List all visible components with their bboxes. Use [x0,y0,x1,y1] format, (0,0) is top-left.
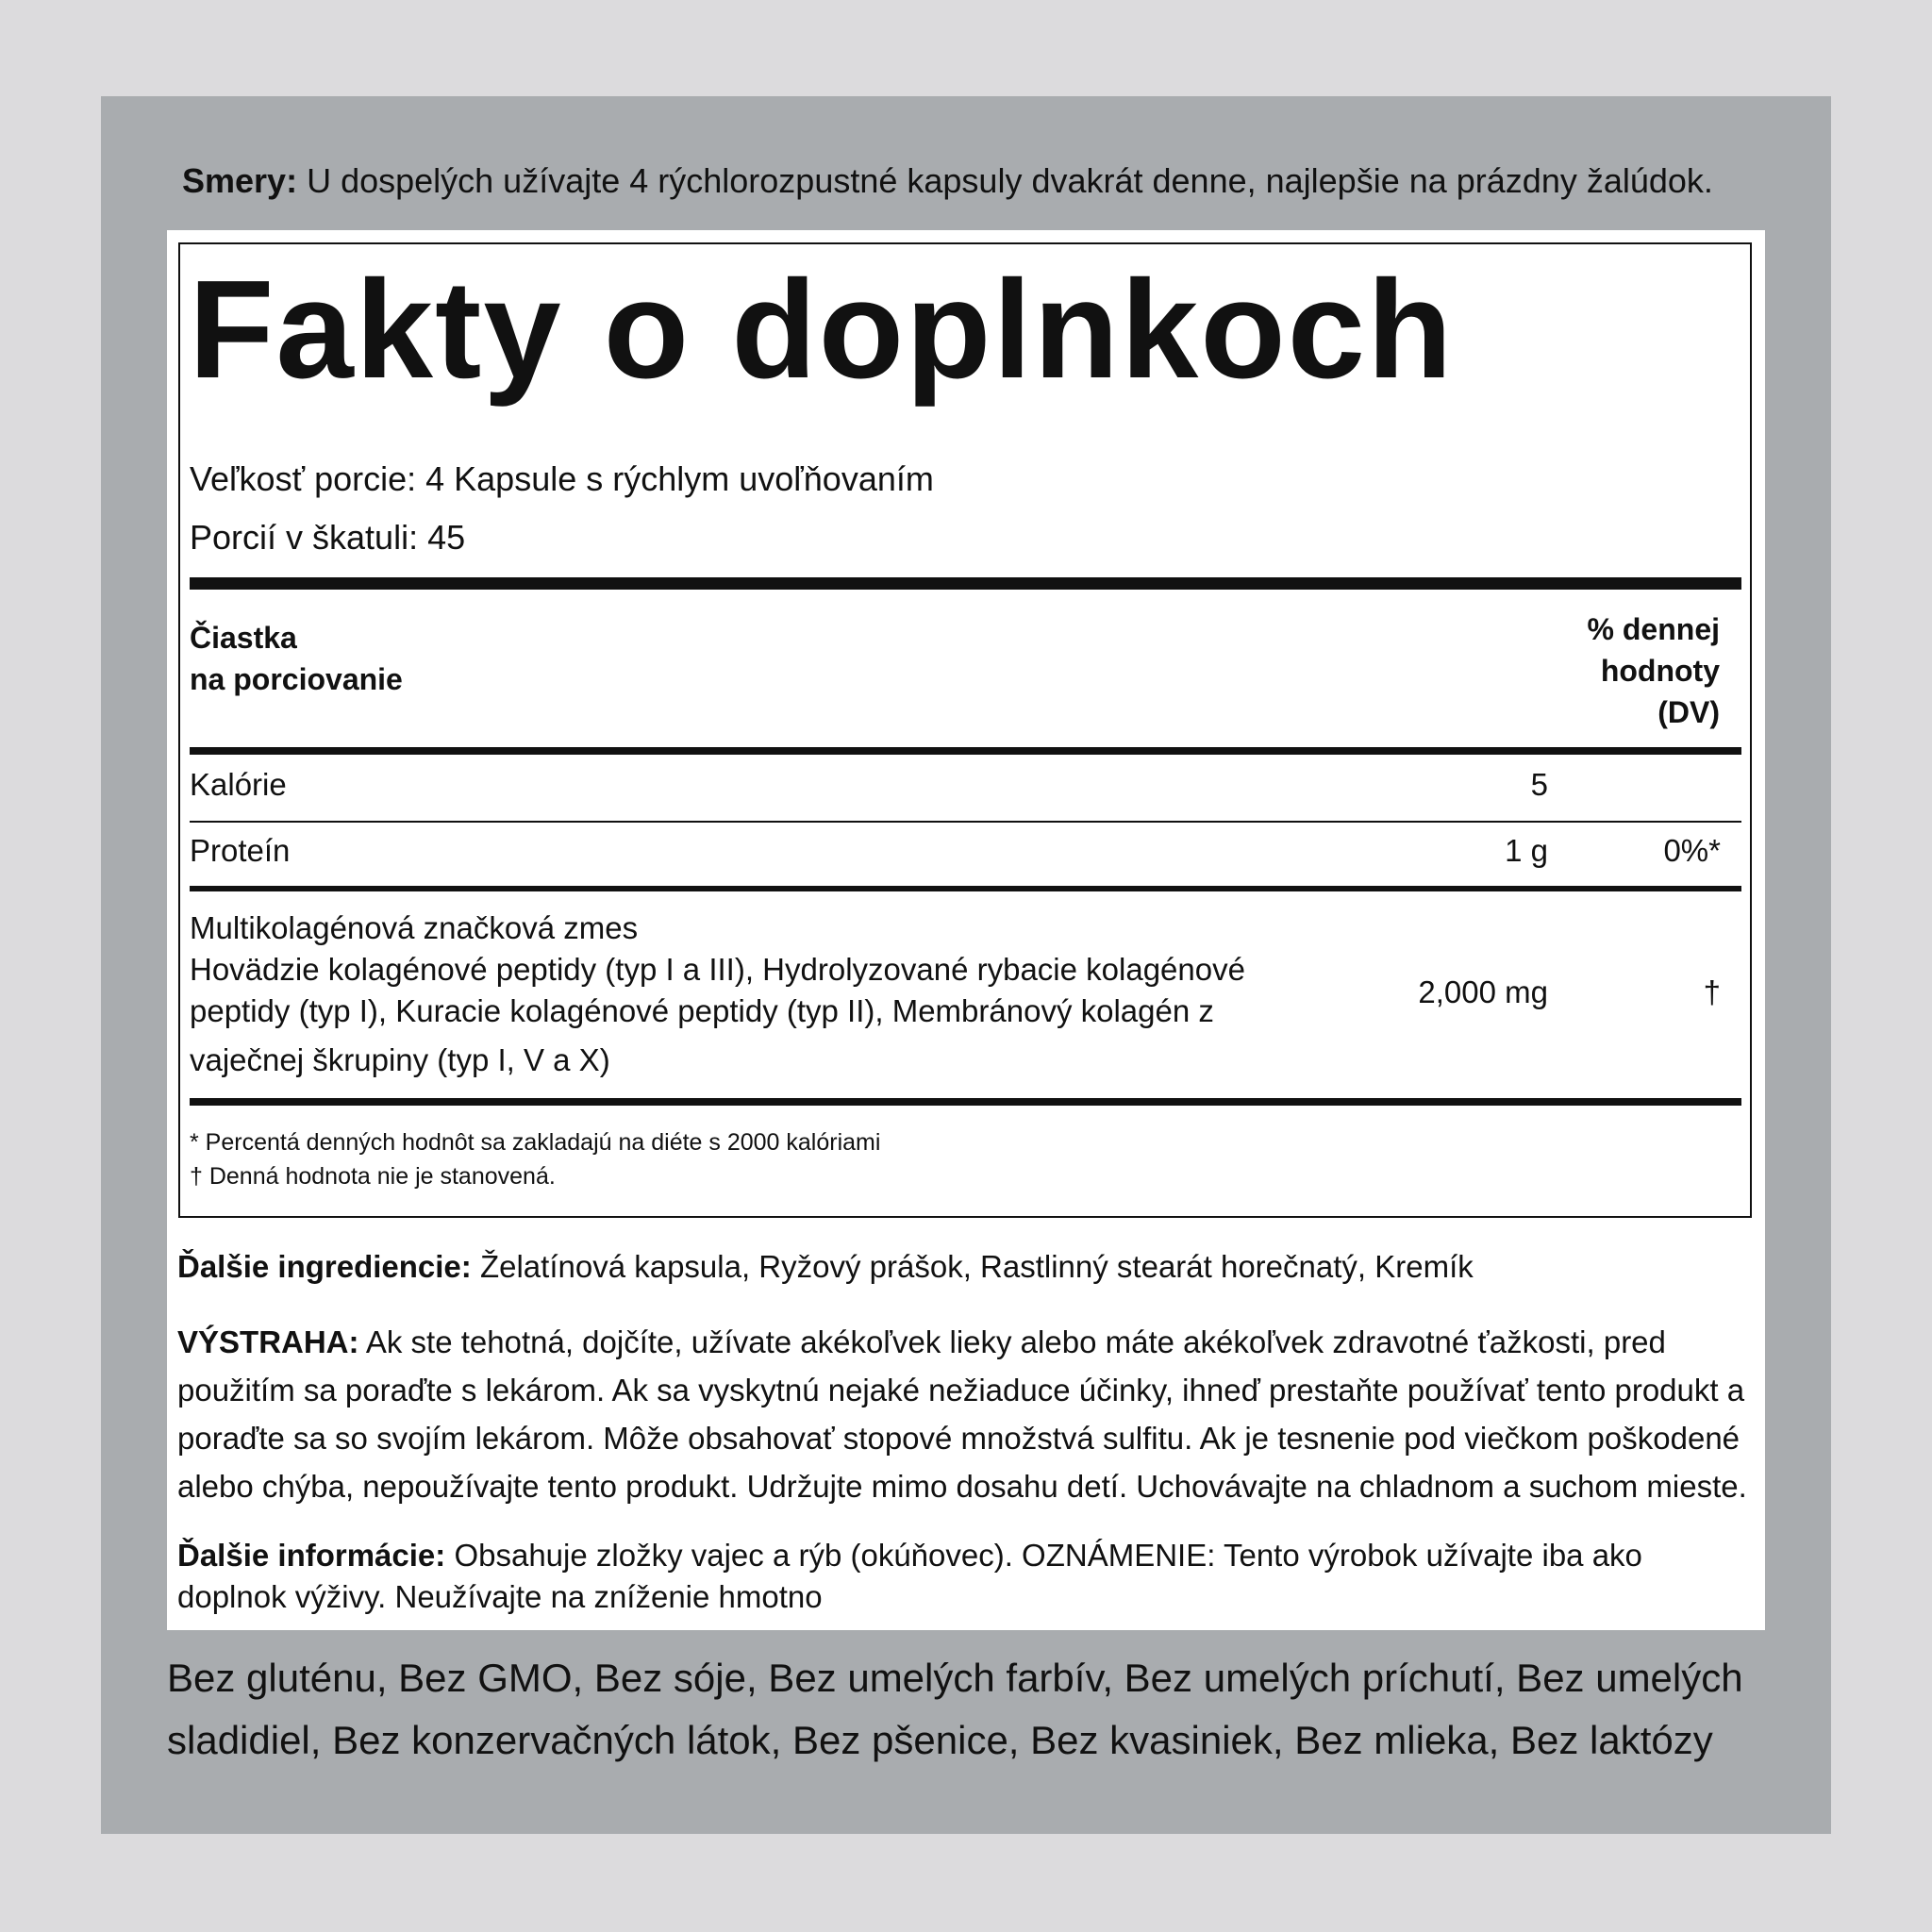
footnote-daily-values: * Percentá denných hodnôt sa zakladajú na diéte s 2000 kalóriami [190,1129,881,1156]
more-info-label: Ďalšie informácie: [177,1538,446,1573]
row-amount-calories: 5 [1530,767,1548,802]
blend-ingredients-line3: vaječnej škrupiny (typ I, V a X) [190,1042,610,1077]
header-amount-line2: na porciovanie [190,662,403,696]
blend-amount: 2,000 mg [1418,974,1548,1009]
blend-description [190,908,1245,1081]
header-amount-line1: Čiastka [190,621,297,655]
header-dv-line1: % dennej [1587,612,1720,646]
blend-dv: † [1703,974,1721,1009]
row-name-calories: Kalórie [190,767,287,802]
header-divider [190,747,1741,755]
header-amount [190,617,403,700]
header-dv-line2: hodnoty [1600,654,1720,688]
free-from-claims: Bez gluténu, Bez GMO, Bez sóje, Bez umelých farbív, Bez umelých príchutí, Bez umelých sladidiel, Bez konzervačných látok, Bez pšenice, Bez kvasiniek, Bez mlieka, Bez laktózy [167,1656,1743,1762]
header-daily-value [1588,608,1720,733]
row-name-protein: Proteín [190,833,291,868]
directions-label: Smery: [182,161,298,200]
servings-per-container: Porcií v škatuli: 45 [190,518,466,557]
blend-ingredients-line1: Hovädzie kolagénové peptidy (typ I a III), Hydrolyzované rybacie kolagénové [190,952,1245,987]
facts-title: Fakty o doplnkoch [189,252,1455,408]
warning-label: VÝSTRAHA: [177,1324,359,1359]
footnote-dagger: † Denná hodnota nie je stanovená. [190,1163,556,1190]
directions [182,158,1713,204]
header-dv-line3: (DV) [1657,695,1720,729]
bottom-divider [190,1098,1741,1106]
blend-ingredients-line2: peptidy (typ I), Kuracie kolagénové peptidy (typ II), Membránový kolagén z [190,993,1214,1028]
other-ingredients [177,1246,1753,1288]
other-ingredients-label: Ďalšie ingrediencie: [177,1249,472,1284]
other-ingredients-text: Želatínová kapsula, Ryžový prášok, Rastlinný stearát horečnatý, Kremík [471,1249,1474,1284]
more-info-text: Obsahuje zložky vajec a rýb (okúňovec). OZNÁMENIE: Tento výrobok užívajte iba ako doplnok výživy. Neužívajte na zníženie hmotno [177,1538,1642,1614]
more-info [177,1535,1753,1618]
row-divider [190,821,1741,823]
medium-divider [190,886,1741,891]
warning-text: Ak ste tehotná, dojčíte, užívate akékoľvek lieky alebo máte akékoľvek zdravotné ťažkosti, pred použitím sa poraďte s lekárom. Ak sa vyskytnú nejaké nežiaduce účinky, ihneď prestaňte používať tento produkt a poraďte sa so svojím lekárom. Môže obsahovať stopové množstvá sulfitu. Ak je tesnenie pod viečkom poškodené alebo chýba, nepoužívajte tento produkt. Udržujte mimo dosahu detí. Uchovávajte na chladnom a suchom mieste. [177,1324,1747,1504]
row-amount-protein: 1 g [1505,833,1548,868]
row-dv-protein: 0%* [1663,833,1721,868]
thick-divider [190,577,1741,590]
directions-text: U dospelých užívajte 4 rýchlorozpustné kapsuly dvakrát denne, najlepšie na prázdny žalúdok. [297,161,1713,200]
serving-size: Veľkosť porcie: 4 Kapsule s rýchlym uvoľňovaním [190,459,934,498]
blend-name: Multikolagénová značková zmes [190,910,639,945]
warning [177,1318,1753,1510]
